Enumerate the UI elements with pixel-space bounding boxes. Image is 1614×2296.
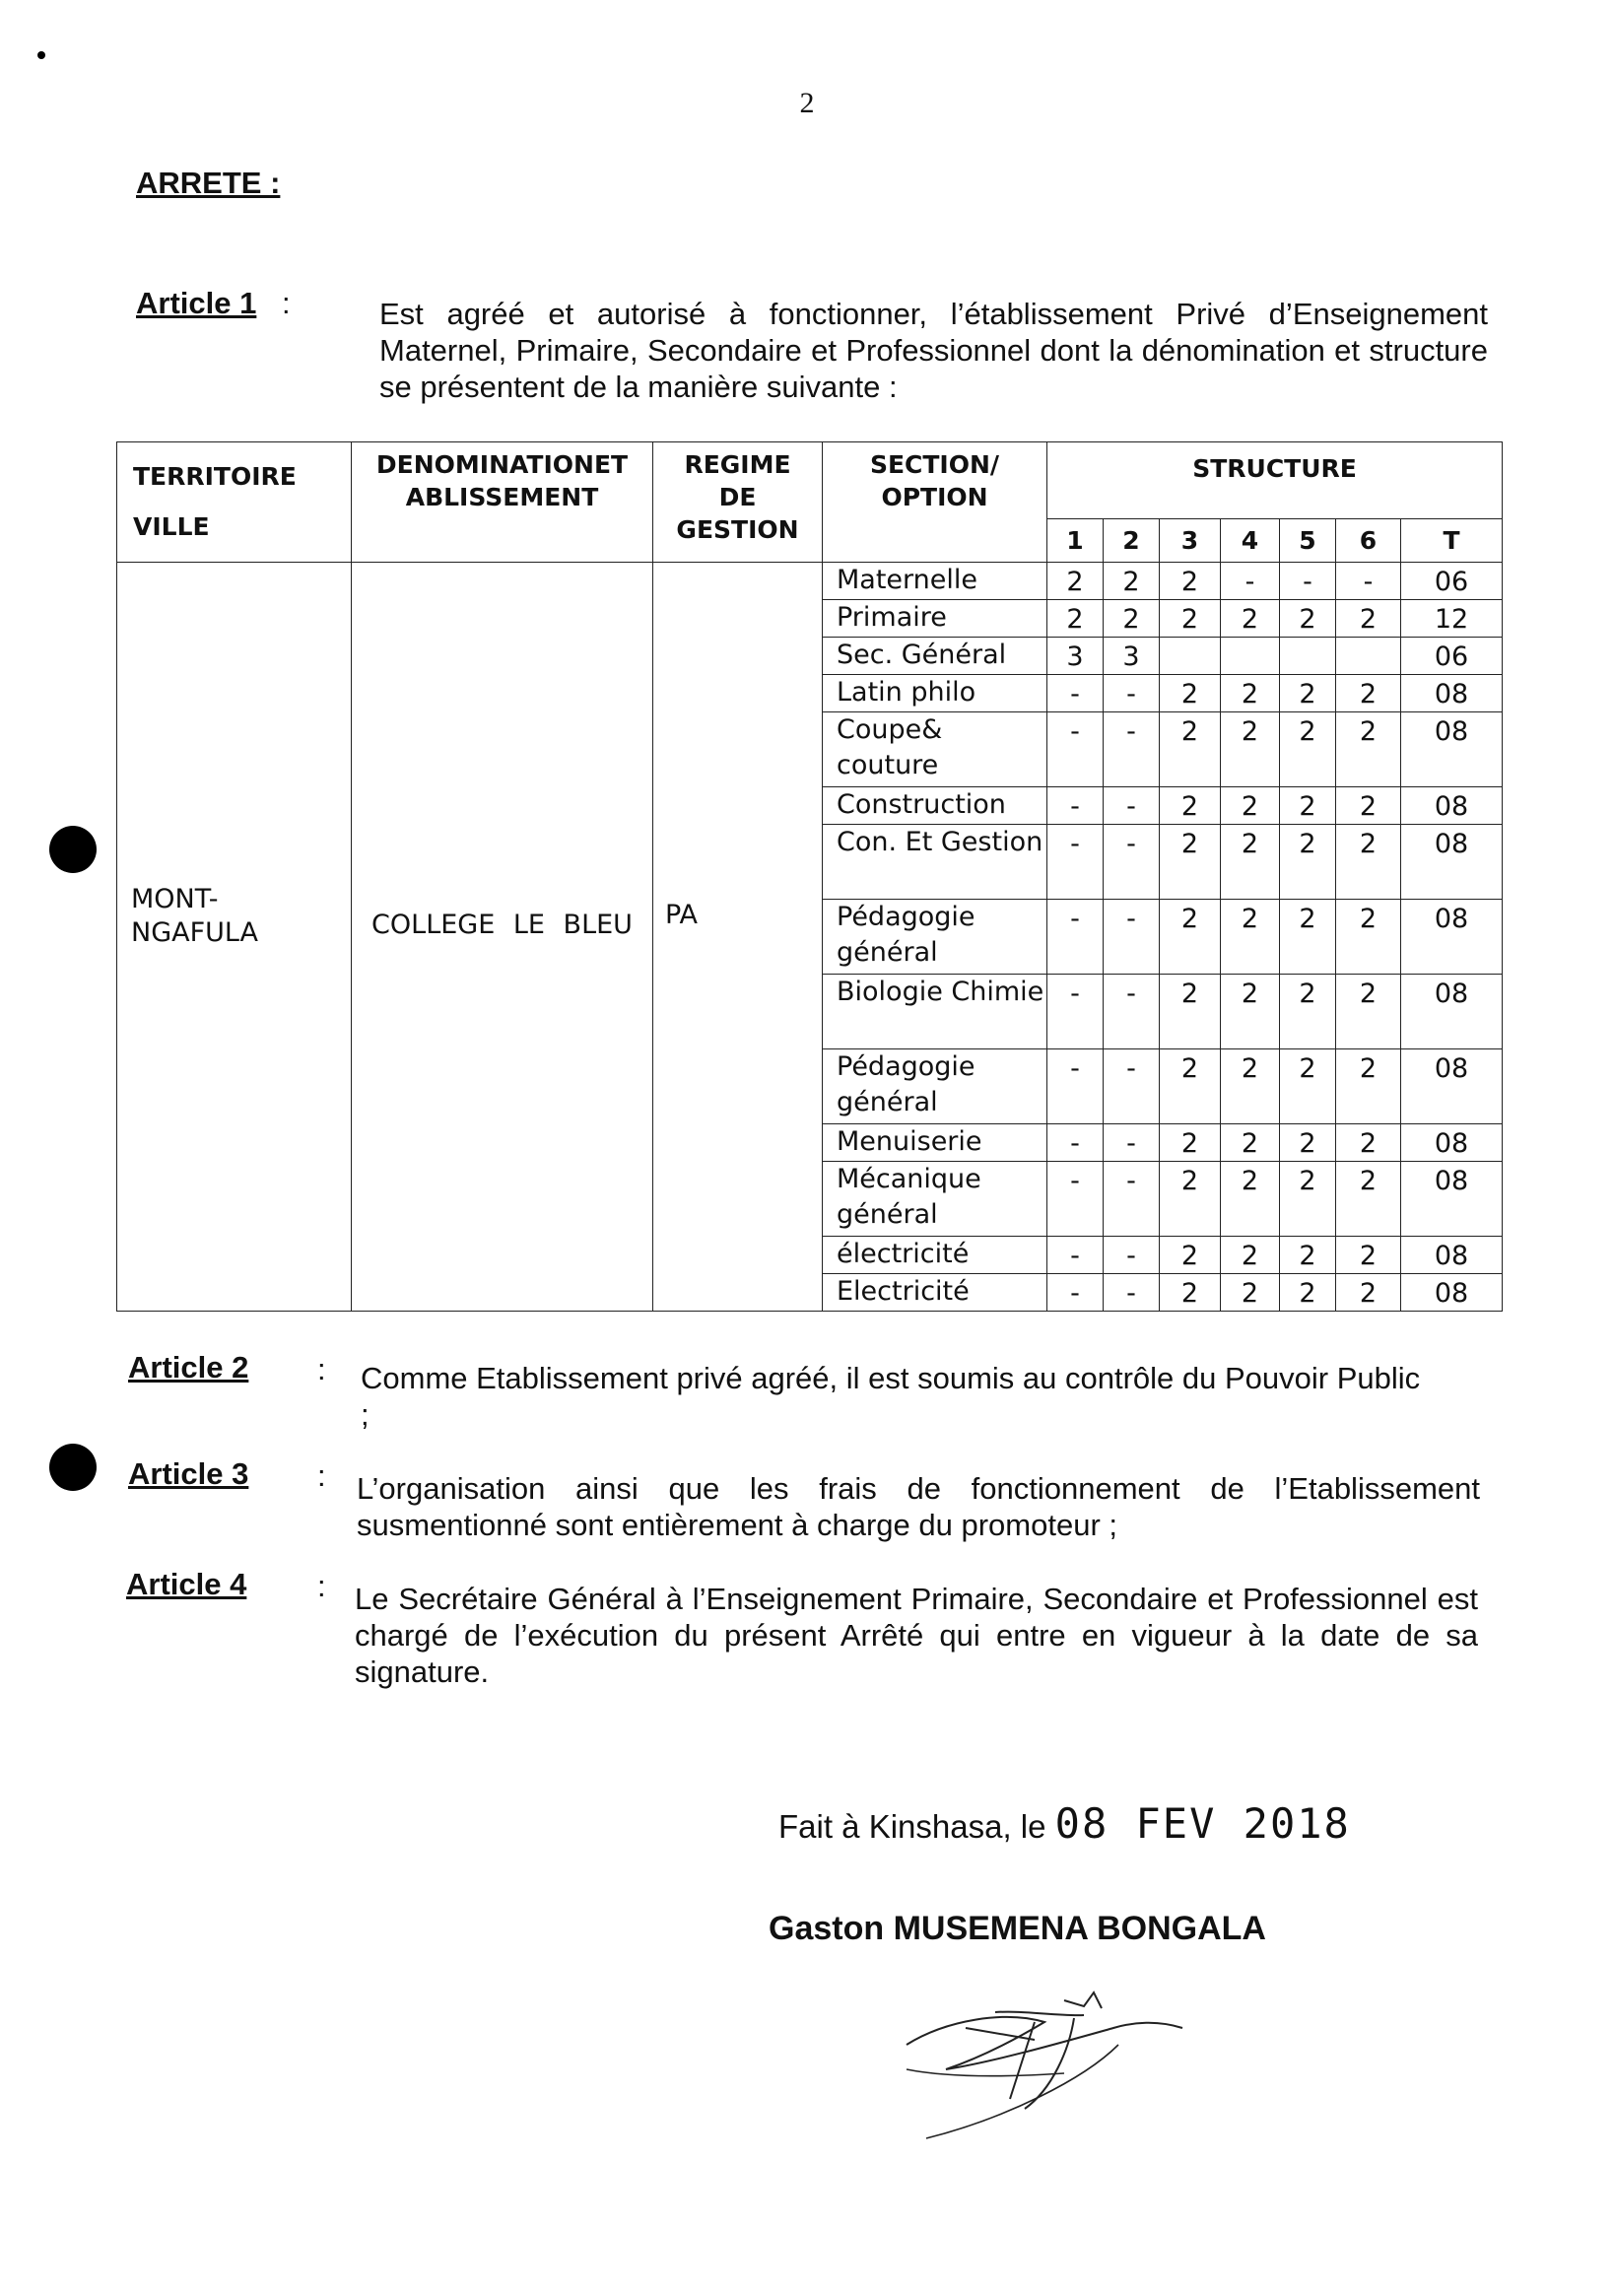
structure-cell: - — [1047, 1049, 1104, 1124]
structure-cell: 2 — [1221, 1274, 1280, 1312]
structure-cell: 2 — [1160, 600, 1221, 638]
table-row — [117, 563, 1503, 600]
article3-label: Article 3 — [128, 1456, 249, 1491]
structure-cell: 2 — [1336, 900, 1401, 975]
structure-cell: 2 — [1336, 1162, 1401, 1237]
structure-cell: 2 — [1221, 900, 1280, 975]
total-cell: 08 — [1401, 1274, 1503, 1312]
article3-colon: : — [317, 1458, 326, 1493]
structure-col-header: T — [1401, 519, 1503, 563]
structure-cell: 2 — [1221, 712, 1280, 787]
structure-cell: 2 — [1221, 600, 1280, 638]
structure-cell: 2 — [1280, 1124, 1336, 1162]
structure-cell: - — [1104, 825, 1160, 900]
structure-cell: 2 — [1280, 1049, 1336, 1124]
structure-cell: 2 — [1160, 825, 1221, 900]
structure-col-header: 5 — [1280, 519, 1336, 563]
structure-table — [116, 441, 1503, 1312]
section-option-cell: Con. Et Gestion — [823, 825, 1047, 900]
structure-cell: 2 — [1221, 1124, 1280, 1162]
article2-text: Comme Etablissement privé agréé, il est soumis au contrôle du Pouvoir Public ; — [361, 1361, 1421, 1432]
total-cell: 08 — [1401, 1162, 1503, 1237]
structure-cell — [1221, 638, 1280, 675]
section-option-cell: Maternelle — [823, 563, 1047, 600]
signatory-name: Gaston MUSEMENA BONGALA — [769, 1910, 1266, 1947]
structure-cell: - — [1047, 712, 1104, 787]
structure-cell: 2 — [1160, 1237, 1221, 1274]
total-cell: 08 — [1401, 675, 1503, 712]
section-option-cell: Latin philo — [823, 675, 1047, 712]
structure-cell: 2 — [1221, 675, 1280, 712]
territoire-cell-text: MONT-NGAFULA — [131, 884, 259, 948]
total-cell: 08 — [1401, 975, 1503, 1049]
structure-cell: 2 — [1160, 563, 1221, 600]
structure-cell: 2 — [1047, 600, 1104, 638]
structure-cell: - — [1047, 1274, 1104, 1312]
date-stamp: 08 FEV 2018 — [1054, 1799, 1351, 1848]
structure-cell: 2 — [1336, 675, 1401, 712]
margin-dot — [49, 1444, 97, 1491]
structure-cell — [1336, 638, 1401, 675]
structure-col-header: 6 — [1336, 519, 1401, 563]
structure-cell: 2 — [1280, 712, 1336, 787]
article3-text: L’organisation ainsi que les frais de fonctionnement de l’Etablissement susmentionné sont entièrement à charge du promoteur ; — [357, 1471, 1480, 1542]
structure-col-header: 3 — [1160, 519, 1221, 563]
section-option-cell: Biologie Chimie — [823, 975, 1047, 1049]
structure-cell: 2 — [1221, 1162, 1280, 1237]
structure-cell: 2 — [1336, 825, 1401, 900]
total-cell: 08 — [1401, 900, 1503, 975]
section-option-cell: Sec. Général — [823, 638, 1047, 675]
structure-cell: 2 — [1160, 712, 1221, 787]
structure-cell — [1160, 638, 1221, 675]
structure-cell: - — [1047, 975, 1104, 1049]
structure-cell: - — [1104, 975, 1160, 1049]
structure-cell: 2 — [1160, 1274, 1221, 1312]
structure-cell: 2 — [1280, 675, 1336, 712]
structure-cell: 2 — [1336, 1237, 1401, 1274]
structure-cell: - — [1104, 712, 1160, 787]
regime-cell — [653, 563, 823, 1312]
structure-cell: 3 — [1047, 638, 1104, 675]
structure-cell: 2 — [1160, 1162, 1221, 1237]
structure-col-header: 2 — [1104, 519, 1160, 563]
total-cell: 08 — [1401, 712, 1503, 787]
structure-cell: 2 — [1047, 563, 1104, 600]
header-structure: STRUCTURE — [1047, 442, 1503, 519]
structure-cell: 2 — [1280, 1274, 1336, 1312]
total-cell: 08 — [1401, 1049, 1503, 1124]
structure-cell: 2 — [1280, 975, 1336, 1049]
structure-cell: 2 — [1160, 675, 1221, 712]
structure-cell: - — [1104, 1124, 1160, 1162]
structure-cell: 2 — [1280, 1237, 1336, 1274]
article4-text: Le Secrétaire Général à l’Enseignement Primaire, Secondaire et Professionnel est chargé de l’exécution du présent Arrêté qui entre en vigueur à la date de sa signature. — [355, 1582, 1478, 1689]
article1-colon: : — [282, 286, 291, 320]
structure-col-header: 1 — [1047, 519, 1104, 563]
structure-cell: 2 — [1221, 975, 1280, 1049]
total-cell: 08 — [1401, 1124, 1503, 1162]
structure-cell: - — [1280, 563, 1336, 600]
structure-cell: - — [1336, 563, 1401, 600]
structure-cell: - — [1221, 563, 1280, 600]
structure-cell: - — [1047, 900, 1104, 975]
structure-cell: - — [1047, 825, 1104, 900]
structure-cell: 2 — [1221, 825, 1280, 900]
article4-colon: : — [317, 1569, 326, 1603]
structure-cell: 2 — [1336, 1124, 1401, 1162]
structure-cell: - — [1104, 675, 1160, 712]
denomination-cell — [352, 563, 653, 1312]
section-option-cell: Coupe& couture — [823, 712, 1047, 787]
article2-label: Article 2 — [128, 1350, 249, 1384]
structure-cell: 2 — [1280, 787, 1336, 825]
structure-cell: - — [1104, 1274, 1160, 1312]
structure-cell: - — [1104, 1237, 1160, 1274]
structure-cell: 2 — [1280, 1162, 1336, 1237]
total-cell: 08 — [1401, 787, 1503, 825]
structure-cell: 2 — [1160, 900, 1221, 975]
header-regime: REGIME DE GESTION — [653, 442, 823, 563]
page-number: 2 — [799, 87, 815, 119]
structure-cell: - — [1104, 1049, 1160, 1124]
section-option-cell: Pédagogie général — [823, 900, 1047, 975]
structure-cell: - — [1047, 1162, 1104, 1237]
total-cell: 06 — [1401, 563, 1503, 600]
territoire-cell — [117, 563, 352, 1312]
structure-cell: 2 — [1336, 1049, 1401, 1124]
header-territoire: TERRITOIRE — [133, 462, 297, 491]
section-option-cell: Construction — [823, 787, 1047, 825]
header-ville: VILLE — [133, 512, 210, 541]
structure-cell: 2 — [1280, 600, 1336, 638]
section-option-cell: Mécanique général — [823, 1162, 1047, 1237]
signature-place: Fait à Kinshasa, le — [778, 1808, 1046, 1845]
structure-col-header: 4 — [1221, 519, 1280, 563]
regime-cell-text: PA — [665, 900, 699, 930]
structure-cell: - — [1104, 787, 1160, 825]
structure-cell: 2 — [1336, 975, 1401, 1049]
arrete-heading: ARRETE : — [136, 166, 281, 200]
structure-cell: 2 — [1104, 600, 1160, 638]
structure-cell: 2 — [1160, 787, 1221, 825]
structure-cell: 2 — [1104, 563, 1160, 600]
structure-cell: 2 — [1336, 1274, 1401, 1312]
section-option-cell: Primaire — [823, 600, 1047, 638]
header-territoire-ville — [117, 442, 352, 563]
header-denomination: DENOMINATIONET ABLISSEMENT — [352, 442, 653, 563]
structure-cell: 2 — [1160, 1049, 1221, 1124]
total-cell: 12 — [1401, 600, 1503, 638]
section-option-cell: Pédagogie général — [823, 1049, 1047, 1124]
article1-text: Est agréé et autorisé à fonctionner, l’établissement Privé d’Enseignement Maternel, Primaire, Secondaire et Professionnel dont la dénomination et structure se présentent de la manière suivante : — [379, 297, 1488, 404]
structure-cell: - — [1047, 675, 1104, 712]
structure-cell: 2 — [1336, 712, 1401, 787]
structure-cell: 2 — [1221, 1049, 1280, 1124]
structure-cell: 2 — [1221, 787, 1280, 825]
structure-cell: - — [1104, 900, 1160, 975]
signature-place-date — [778, 1799, 1351, 1848]
handwritten-signature — [887, 1971, 1242, 2168]
scan-dot-mark — [37, 51, 45, 59]
structure-cell: 2 — [1280, 825, 1336, 900]
article1-label: Article 1 — [136, 286, 257, 320]
structure-cell: - — [1104, 1162, 1160, 1237]
header-section: SECTION/ OPTION — [823, 442, 1047, 563]
structure-cell: 2 — [1280, 900, 1336, 975]
total-cell: 08 — [1401, 825, 1503, 900]
structure-cell: 3 — [1104, 638, 1160, 675]
total-cell: 06 — [1401, 638, 1503, 675]
article4-label: Article 4 — [126, 1567, 247, 1601]
structure-cell: - — [1047, 787, 1104, 825]
denomination-cell-text: COLLEGE LE BLEU — [371, 910, 633, 940]
structure-cell: - — [1047, 1237, 1104, 1274]
structure-cell: 2 — [1336, 787, 1401, 825]
structure-cell: 2 — [1336, 600, 1401, 638]
article2-colon: : — [317, 1352, 326, 1386]
structure-cell: 2 — [1160, 1124, 1221, 1162]
structure-cell: - — [1047, 1124, 1104, 1162]
total-cell: 08 — [1401, 1237, 1503, 1274]
section-option-cell: électricité — [823, 1237, 1047, 1274]
structure-cell: 2 — [1221, 1237, 1280, 1274]
structure-cell: 2 — [1160, 975, 1221, 1049]
structure-cell — [1280, 638, 1336, 675]
section-option-cell: Electricité — [823, 1274, 1047, 1312]
section-option-cell: Menuiserie — [823, 1124, 1047, 1162]
margin-dot — [49, 826, 97, 873]
